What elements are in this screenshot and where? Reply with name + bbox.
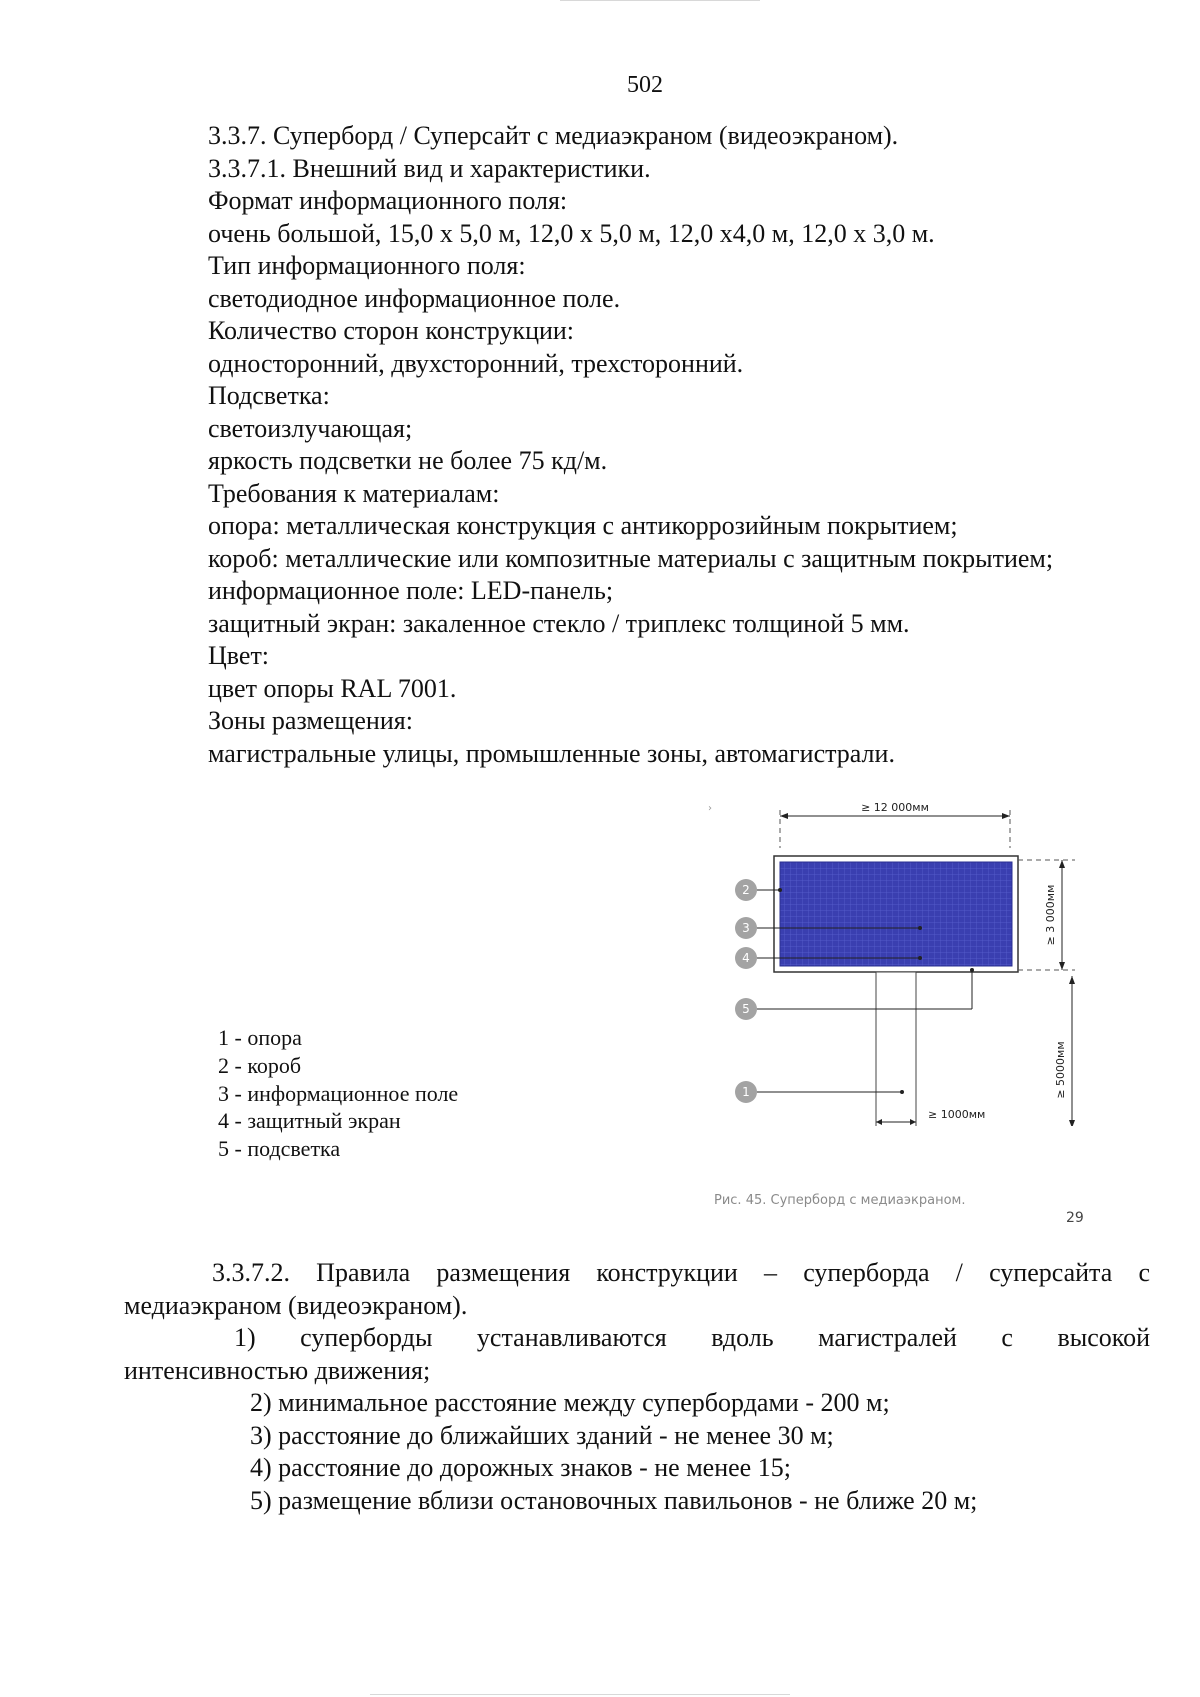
- spec-label-field-type: Тип информационного поля:: [208, 251, 526, 280]
- legend-item: 2 - короб: [218, 1052, 302, 1078]
- arrow-icon: [1069, 976, 1075, 984]
- support-pole: [876, 972, 916, 1126]
- superboard-svg: [700, 796, 1090, 1126]
- callout-number: 5: [742, 1002, 750, 1016]
- spec-label-format: Формат информационного поля:: [208, 186, 568, 215]
- arrow-icon: [1069, 1120, 1075, 1126]
- arrow-icon: [780, 813, 788, 819]
- spec-label-lighting: Подсветка:: [208, 381, 330, 410]
- width-label: ≥ 12 000мм: [861, 801, 929, 814]
- figure-caption: Рис. 45. Суперборд с медиаэкраном.: [714, 1193, 966, 1208]
- callout-5: [735, 968, 974, 1020]
- spec-value-color: цвет опоры RAL 7001.: [208, 673, 457, 703]
- rule-item-5: 5) размещение вблизи остановочных павильонов - не ближе 20 м;: [250, 1485, 978, 1515]
- subsection-heading: 3.3.7.1. Внешний вид и характеристики.: [208, 153, 651, 183]
- small-mark: ›: [708, 803, 712, 814]
- superboard-drawing: [700, 796, 1090, 1126]
- callout-number: 1: [742, 1085, 750, 1099]
- spec-value-lighting: светоизлучающая;: [208, 413, 413, 443]
- spec-value-format: очень большой, 15,0 х 5,0 м, 12,0 х 5,0 м, 12,0 х4,0 м, 12,0 х 3,0 м.: [208, 218, 935, 248]
- spec-value-brightness: яркость подсветки не более 75 кд/м.: [208, 446, 608, 475]
- placement-rules: [124, 1257, 1150, 1517]
- legend-item: 3 - информационное поле: [218, 1080, 459, 1106]
- height-label: ≥ 3 000мм: [1044, 884, 1057, 946]
- spec-value-box: короб: металлические или композитные материалы с защитным покрытием;: [208, 543, 1054, 573]
- spec-label-sides: Количество сторон конструкции:: [208, 316, 575, 345]
- spec-value-field-type: светодиодное информационное поле.: [208, 283, 621, 313]
- led-screen: [780, 862, 1012, 966]
- arrow-icon: [1002, 813, 1010, 819]
- rule-item-3: 3) расстояние до ближайших зданий - не менее 30 м;: [250, 1420, 834, 1450]
- spec-label-zones: Зоны размещения:: [208, 706, 413, 735]
- legend-item: 1 - опора: [218, 1025, 302, 1050]
- legend-item: 5 - подсветка: [218, 1136, 341, 1162]
- pole-width-label: ≥ 1000мм: [928, 1108, 986, 1121]
- callout-number: 4: [742, 951, 750, 965]
- spec-value-support: опора: металлическая конструкция с антикоррозийным покрытием;: [208, 511, 958, 540]
- clearance-label: ≥ 5000мм: [1054, 1041, 1067, 1099]
- legend-item: 4 - защитный экран: [218, 1108, 401, 1134]
- callout-number: 3: [742, 921, 750, 935]
- spec-label-materials: Требования к материалам:: [208, 478, 500, 508]
- spec-value-sides: односторонний, двухсторонний, трехсторонний.: [208, 348, 744, 378]
- callout-number: 2: [742, 883, 750, 897]
- rule-item-1: 1) суперборды устанавливаются вдоль магистралей с высокой: [234, 1323, 1150, 1352]
- scan-edge-bottom: [370, 1694, 790, 1695]
- spec-value-info-field: информационное поле: LED-панель;: [208, 576, 614, 605]
- spec-label-color: Цвет:: [208, 641, 270, 670]
- figure-legend: [218, 1024, 458, 1163]
- scan-edge-top: [560, 0, 760, 1]
- rule-item-4: 4) расстояние до дорожных знаков - не менее 15;: [250, 1453, 791, 1482]
- rules-heading-cont: медиаэкраном (видеоэкраном).: [124, 1290, 468, 1320]
- arrow-icon: [1059, 860, 1065, 868]
- rules-heading: 3.3.7.2. Правила размещения конструкции – суперборда / суперсайта с: [212, 1258, 1150, 1287]
- page-number: 502: [627, 72, 663, 98]
- corner-mark: 29: [1066, 1210, 1084, 1226]
- rule-item-1-cont: интенсивностью движения;: [124, 1355, 431, 1385]
- spec-value-screen: защитный экран: закаленное стекло / триплекс толщиной 5 мм.: [208, 608, 910, 638]
- spec-section: [208, 120, 1053, 770]
- rule-item-2: 2) минимальное расстояние между супербордами - 200 м;: [250, 1388, 890, 1417]
- spec-value-zones: магистральные улицы, промышленные зоны, автомагистрали.: [208, 738, 895, 768]
- section-heading: 3.3.7. Суперборд / Суперсайт с медиаэкраном (видеоэкраном).: [208, 121, 899, 150]
- arrow-icon: [1059, 962, 1065, 970]
